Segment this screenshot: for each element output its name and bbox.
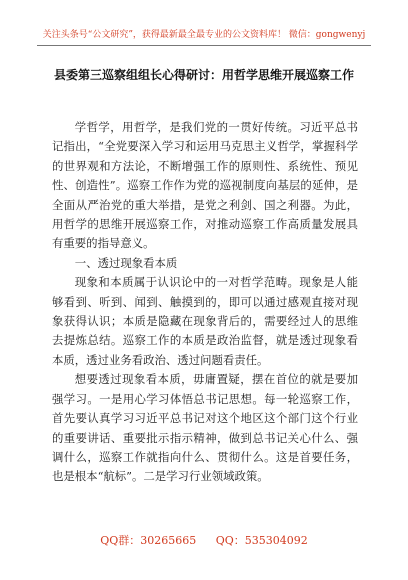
paragraph-study: 想要透过现象看本质，毋庸置疑，摆在首位的就是要加强学习。一是用心学习体悟总书记思想。每一轮巡察工作，首先要认真学习习近平总书记对这个地区这个部门这个行业的重要讲话、重要批示指示精神，做到总书记关心什么、强调什么，巡察工作就指向什么、贯彻什么。这是首要任务，也是根本“航标”。二是学习行业领域政策。 <box>52 372 358 484</box>
document-title: 县委第三巡察组组长心得研讨：用哲学思维开展巡察工作 <box>53 68 354 82</box>
document-body <box>52 118 358 487</box>
qq-text: QQ：535304092 <box>215 534 308 547</box>
header-divider <box>37 45 371 46</box>
paragraph-intro: 学哲学，用哲学，是我们党的一贯好传统。习近平总书记指出，“全党要深入学习和运用马克思主义哲学，掌握科学的世界观和方法论，不断增强工作的原则性、系统性、预见性、创造性”。巡察工作作为党的巡视制度向基层的延伸，是全面从严治党的重大举措，是党之利剑、国之利器。为此，用哲学的思维开展巡察工作，对推动巡察工作高质量发展具有重要的指导意义。 <box>52 120 358 251</box>
section-heading: 一、透过现象看本质 <box>74 255 178 270</box>
qq-group-text: QQ群：30265665 <box>100 534 197 547</box>
paragraph-concept: 现象和本质属于认识论中的一对哲学范畴。现象是人能够看到、听到、闻到、触摸到的，即可以通过感观直接对现象获得认识；本质是隐藏在现象背后的，需要经过人的思维去提炼总结。巡察工作的本质是政治监督，就是透过现象看本质，透过业务看政治、透过问题看责任。 <box>52 275 358 367</box>
header-notice: 关注头条号“公文研究”，获得最新最全最专业的公文资料库！ 微信：gongwenyj <box>42 30 366 40</box>
footer-contact <box>0 534 408 548</box>
